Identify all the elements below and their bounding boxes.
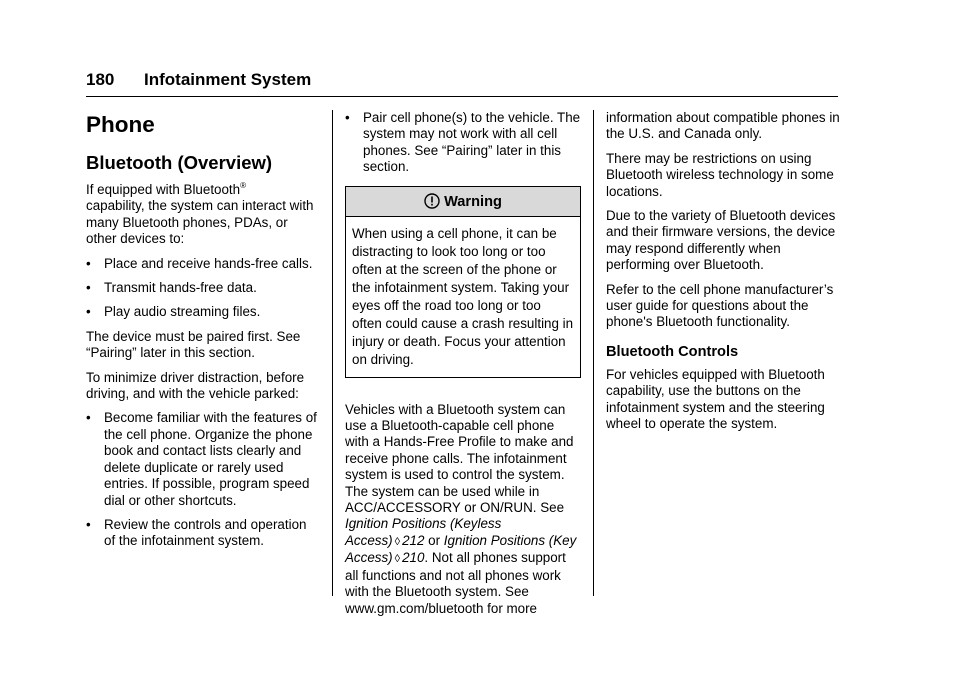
page-ref-icon: ◊ [394,553,401,566]
bluetooth-system-paragraph: Vehicles with a Bluetooth system can use a Bluetooth-capable cell phone with a Hands-Free Profile to make and receive phone calls. The infotainment system is used to control the system. The system can be used while in ACC/ACCESSORY or ON/RUN. See Ignition Positions (Keyless Access) ◊ 212 or Ignition Positions (Key Access) ◊ 210. Not all phones support all functions and not all phones work with the Bluetooth system. See www.gm.com/bluetooth for more [345,401,577,616]
column-3 [606,110,840,441]
warning-icon [424,193,440,209]
list-item: • Pair cell phone(s) to the vehicle. The system may not work with all cell phones. See “Pairing” later in this section. [345,110,581,175]
page-ref-icon: ◊ [394,535,401,548]
page-title: Phone [86,112,155,137]
list-item: • Place and receive hands-free calls. [86,255,313,271]
list-item: • Become familiar with the features of the cell phone. Organize the phone book and contact lists clearly and delete duplicate or rarely used entries. If possible, program speed dial or other shortcuts. [86,410,317,508]
intro-paragraph: If equipped with Bluetooth® capability, the system can interact with many Bluetooth phones, PDAs, or other devices to: [86,181,314,247]
list-item: • Play audio streaming files. [86,304,261,320]
column-divider-1 [332,110,333,596]
variety-paragraph: Due to the variety of Bluetooth devices and their firmware versions, the device may respond differently when performing over Bluetooth. [606,208,836,273]
warning-box [345,186,581,378]
distraction-paragraph: To minimize driver distraction, before driving, and with the vehicle parked: [86,369,305,402]
column-divider-2 [593,110,594,596]
controls-paragraph: For vehicles equipped with Bluetooth capability, use the buttons on the infotainment system and the steering wheel to operate the system. [606,366,825,432]
refer-paragraph: Refer to the cell phone manufacturer’s user guide for questions about the phone's Bluetooth functionality. [606,281,834,330]
restrictions-paragraph: There may be restrictions on using Bluetooth wireless technology in some locations. [606,150,834,199]
column-1 [86,110,320,558]
ref-page-212[interactable]: 212 [402,532,425,548]
ref-page-210[interactable]: 210 [402,550,425,566]
warning-title: Warning [444,193,502,210]
list-item: • Review the controls and operation of the infotainment system. [86,516,307,549]
list-item: • Transmit hands-free data. [86,280,257,296]
pairing-note: The device must be paired first. See “Pairing” later in this section. [86,328,301,361]
warning-text: When using a cell phone, it can be distracting to look too long or too often at the screen of the phone or the infotainment system. Taking your eyes off the road too long or too often could cause a crash resulting in injury or death. Focus your attention on driving. [352,225,574,367]
ref-keyless[interactable]: Ignition Positions (Keyless Access) [345,516,502,548]
registered-mark: ® [240,181,247,190]
continued-paragraph: information about compatible phones in the U.S. and Canada only. [606,110,840,142]
section-subtitle: Bluetooth (Overview) [86,152,273,173]
column-2 [345,110,581,625]
warning-header [346,187,580,217]
page-number: 180 [86,70,115,89]
section-title: Infotainment System [144,70,312,89]
ref-key-access[interactable]: Ignition Positions (Key Access) [345,532,577,566]
page-header [86,70,838,97]
controls-heading: Bluetooth Controls [606,343,739,360]
